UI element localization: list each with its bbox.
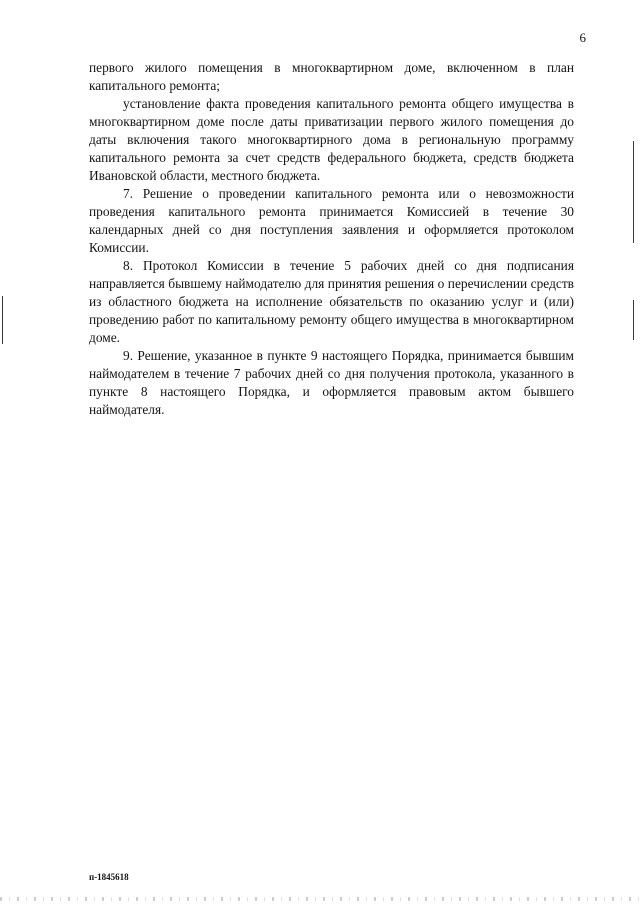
scan-margin-mark-right-lower — [633, 300, 634, 340]
scan-margin-mark-left — [2, 296, 3, 344]
scan-margin-mark-right — [633, 141, 634, 243]
document-code: п-1845618 — [89, 872, 129, 882]
paragraph-item-8: 8. Протокол Комиссии в течение 5 рабочих дней со дня подписания направляется бывшему наймодателю для принятия решения о перечислении средств из областного бюджета на исполнение обязательств по оказанию услуг и (или) проведению работ по капитальному ремонту общего имущества в многоквартирном доме. — [89, 258, 574, 345]
document-body — [89, 59, 574, 419]
scan-bottom-edge — [0, 897, 640, 901]
paragraph-item-7: 7. Решение о проведении капитального ремонта или о невозможности проведения капитального ремонта принимается Комиссией в течение 30 календарных дней со дня поступления заявления и оформляется протоколом Комиссии. — [89, 186, 574, 255]
paragraph-item-9: 9. Решение, указанное в пункте 9 настоящего Порядка, принимается бывшим наймодателем в течение 7 рабочих дней со дня получения протокола, указанного в пункте 8 настоящего Порядка, и оформляется правовым актом бывшего наймодателя. — [89, 348, 574, 417]
page-number: 6 — [579, 30, 586, 45]
paragraph-fact-establishment: установление факта проведения капитального ремонта общего имущества в многоквартирном доме после даты приватизации первого жилого помещения до даты включения такого многоквартирного дома в региональную программу капитального ремонта за счет средств федерального бюджета, средств бюджета Ивановской области, местного бюджета. — [89, 96, 574, 183]
paragraph-continuation: первого жилого помещения в многоквартирном доме, включенном в план капитального ремонта; — [89, 60, 574, 93]
